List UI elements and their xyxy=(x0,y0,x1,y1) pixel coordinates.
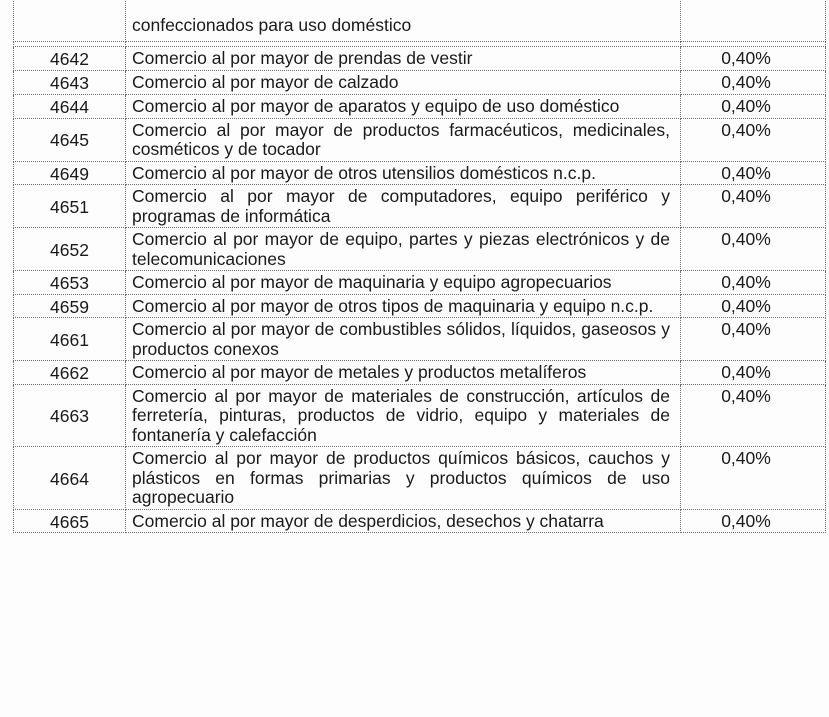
activity-description: Comercio al por mayor de otros utensilios domésticos n.c.p. xyxy=(126,161,681,185)
activity-code: 4643 xyxy=(14,71,126,95)
table-row xyxy=(14,161,826,185)
activity-description: Comercio al por mayor de combustibles sólidos, líquidos, gaseosos y productos conexos xyxy=(126,318,681,361)
activity-description: Comercio al por mayor de maquinaria y equipo agropecuarios xyxy=(126,271,681,295)
table-row xyxy=(14,95,826,119)
table-row xyxy=(14,47,826,71)
activity-rate: 0,40% xyxy=(681,361,826,385)
activity-description: Comercio al por mayor de computadores, equipo periférico y programas de informática xyxy=(126,185,681,228)
code-cell xyxy=(14,0,126,42)
table-row xyxy=(14,318,826,361)
activity-rate: 0,40% xyxy=(681,161,826,185)
activity-code: 4665 xyxy=(14,509,126,533)
table-row xyxy=(14,228,826,271)
activity-rate: 0,40% xyxy=(681,271,826,295)
activity-rate: 0,40% xyxy=(681,95,826,119)
activity-description: Comercio al por mayor de equipo, partes y piezas electrónicos y de telecomunicaciones xyxy=(126,228,681,271)
activity-code: 4652 xyxy=(14,228,126,271)
activity-description: Comercio al por mayor de prendas de vestir xyxy=(126,47,681,71)
activity-rate: 0,40% xyxy=(681,318,826,361)
activity-rate: 0,40% xyxy=(681,47,826,71)
activity-rate: 0,40% xyxy=(681,509,826,533)
activity-rate: 0,40% xyxy=(681,447,826,510)
table-row xyxy=(14,71,826,95)
activity-description: Comercio al por mayor de metales y productos metalíferos xyxy=(126,361,681,385)
table-row xyxy=(14,294,826,318)
description-cell: confeccionados para uso doméstico xyxy=(126,0,681,42)
activity-rate: 0,40% xyxy=(681,228,826,271)
activity-rate: 0,40% xyxy=(681,71,826,95)
table-row xyxy=(14,361,826,385)
activity-code: 4653 xyxy=(14,271,126,295)
activity-rate: 0,40% xyxy=(681,118,826,161)
activity-code: 4661 xyxy=(14,318,126,361)
table-row xyxy=(14,447,826,510)
activity-rate-table xyxy=(13,0,826,533)
activity-code: 4649 xyxy=(14,161,126,185)
activity-rate: 0,40% xyxy=(681,384,826,447)
activity-code: 4651 xyxy=(14,185,126,228)
activity-code: 4659 xyxy=(14,294,126,318)
activity-description: Comercio al por mayor de aparatos y equipo de uso doméstico xyxy=(126,95,681,119)
activity-description: Comercio al por mayor de materiales de construcción, artículos de ferretería, pinturas, productos de vidrio, equipo y materiales de fontanería y calefacción xyxy=(126,384,681,447)
activity-description: Comercio al por mayor de otros tipos de maquinaria y equipo n.c.p. xyxy=(126,294,681,318)
activity-code: 4664 xyxy=(14,447,126,510)
activity-code: 4645 xyxy=(14,118,126,161)
activity-description: Comercio al por mayor de productos farmacéuticos, medicinales, cosméticos y de tocador xyxy=(126,118,681,161)
activity-rate: 0,40% xyxy=(681,185,826,228)
activity-rate: 0,40% xyxy=(681,294,826,318)
activity-description: Comercio al por mayor de desperdicios, desechos y chatarra xyxy=(126,509,681,533)
activity-description: Comercio al por mayor de calzado xyxy=(126,71,681,95)
activity-code: 4662 xyxy=(14,361,126,385)
activity-code: 4642 xyxy=(14,47,126,71)
activity-description: Comercio al por mayor de productos químicos básicos, cauchos y plásticos en formas primarias y productos químicos de uso agropecuario xyxy=(126,447,681,510)
table-row xyxy=(14,185,826,228)
table-row-continuation xyxy=(14,0,826,42)
table-row xyxy=(14,384,826,447)
activity-code: 4663 xyxy=(14,384,126,447)
table-row xyxy=(14,271,826,295)
table-row xyxy=(14,509,826,533)
table-row xyxy=(14,118,826,161)
activity-code: 4644 xyxy=(14,95,126,119)
rate-cell xyxy=(681,0,826,42)
